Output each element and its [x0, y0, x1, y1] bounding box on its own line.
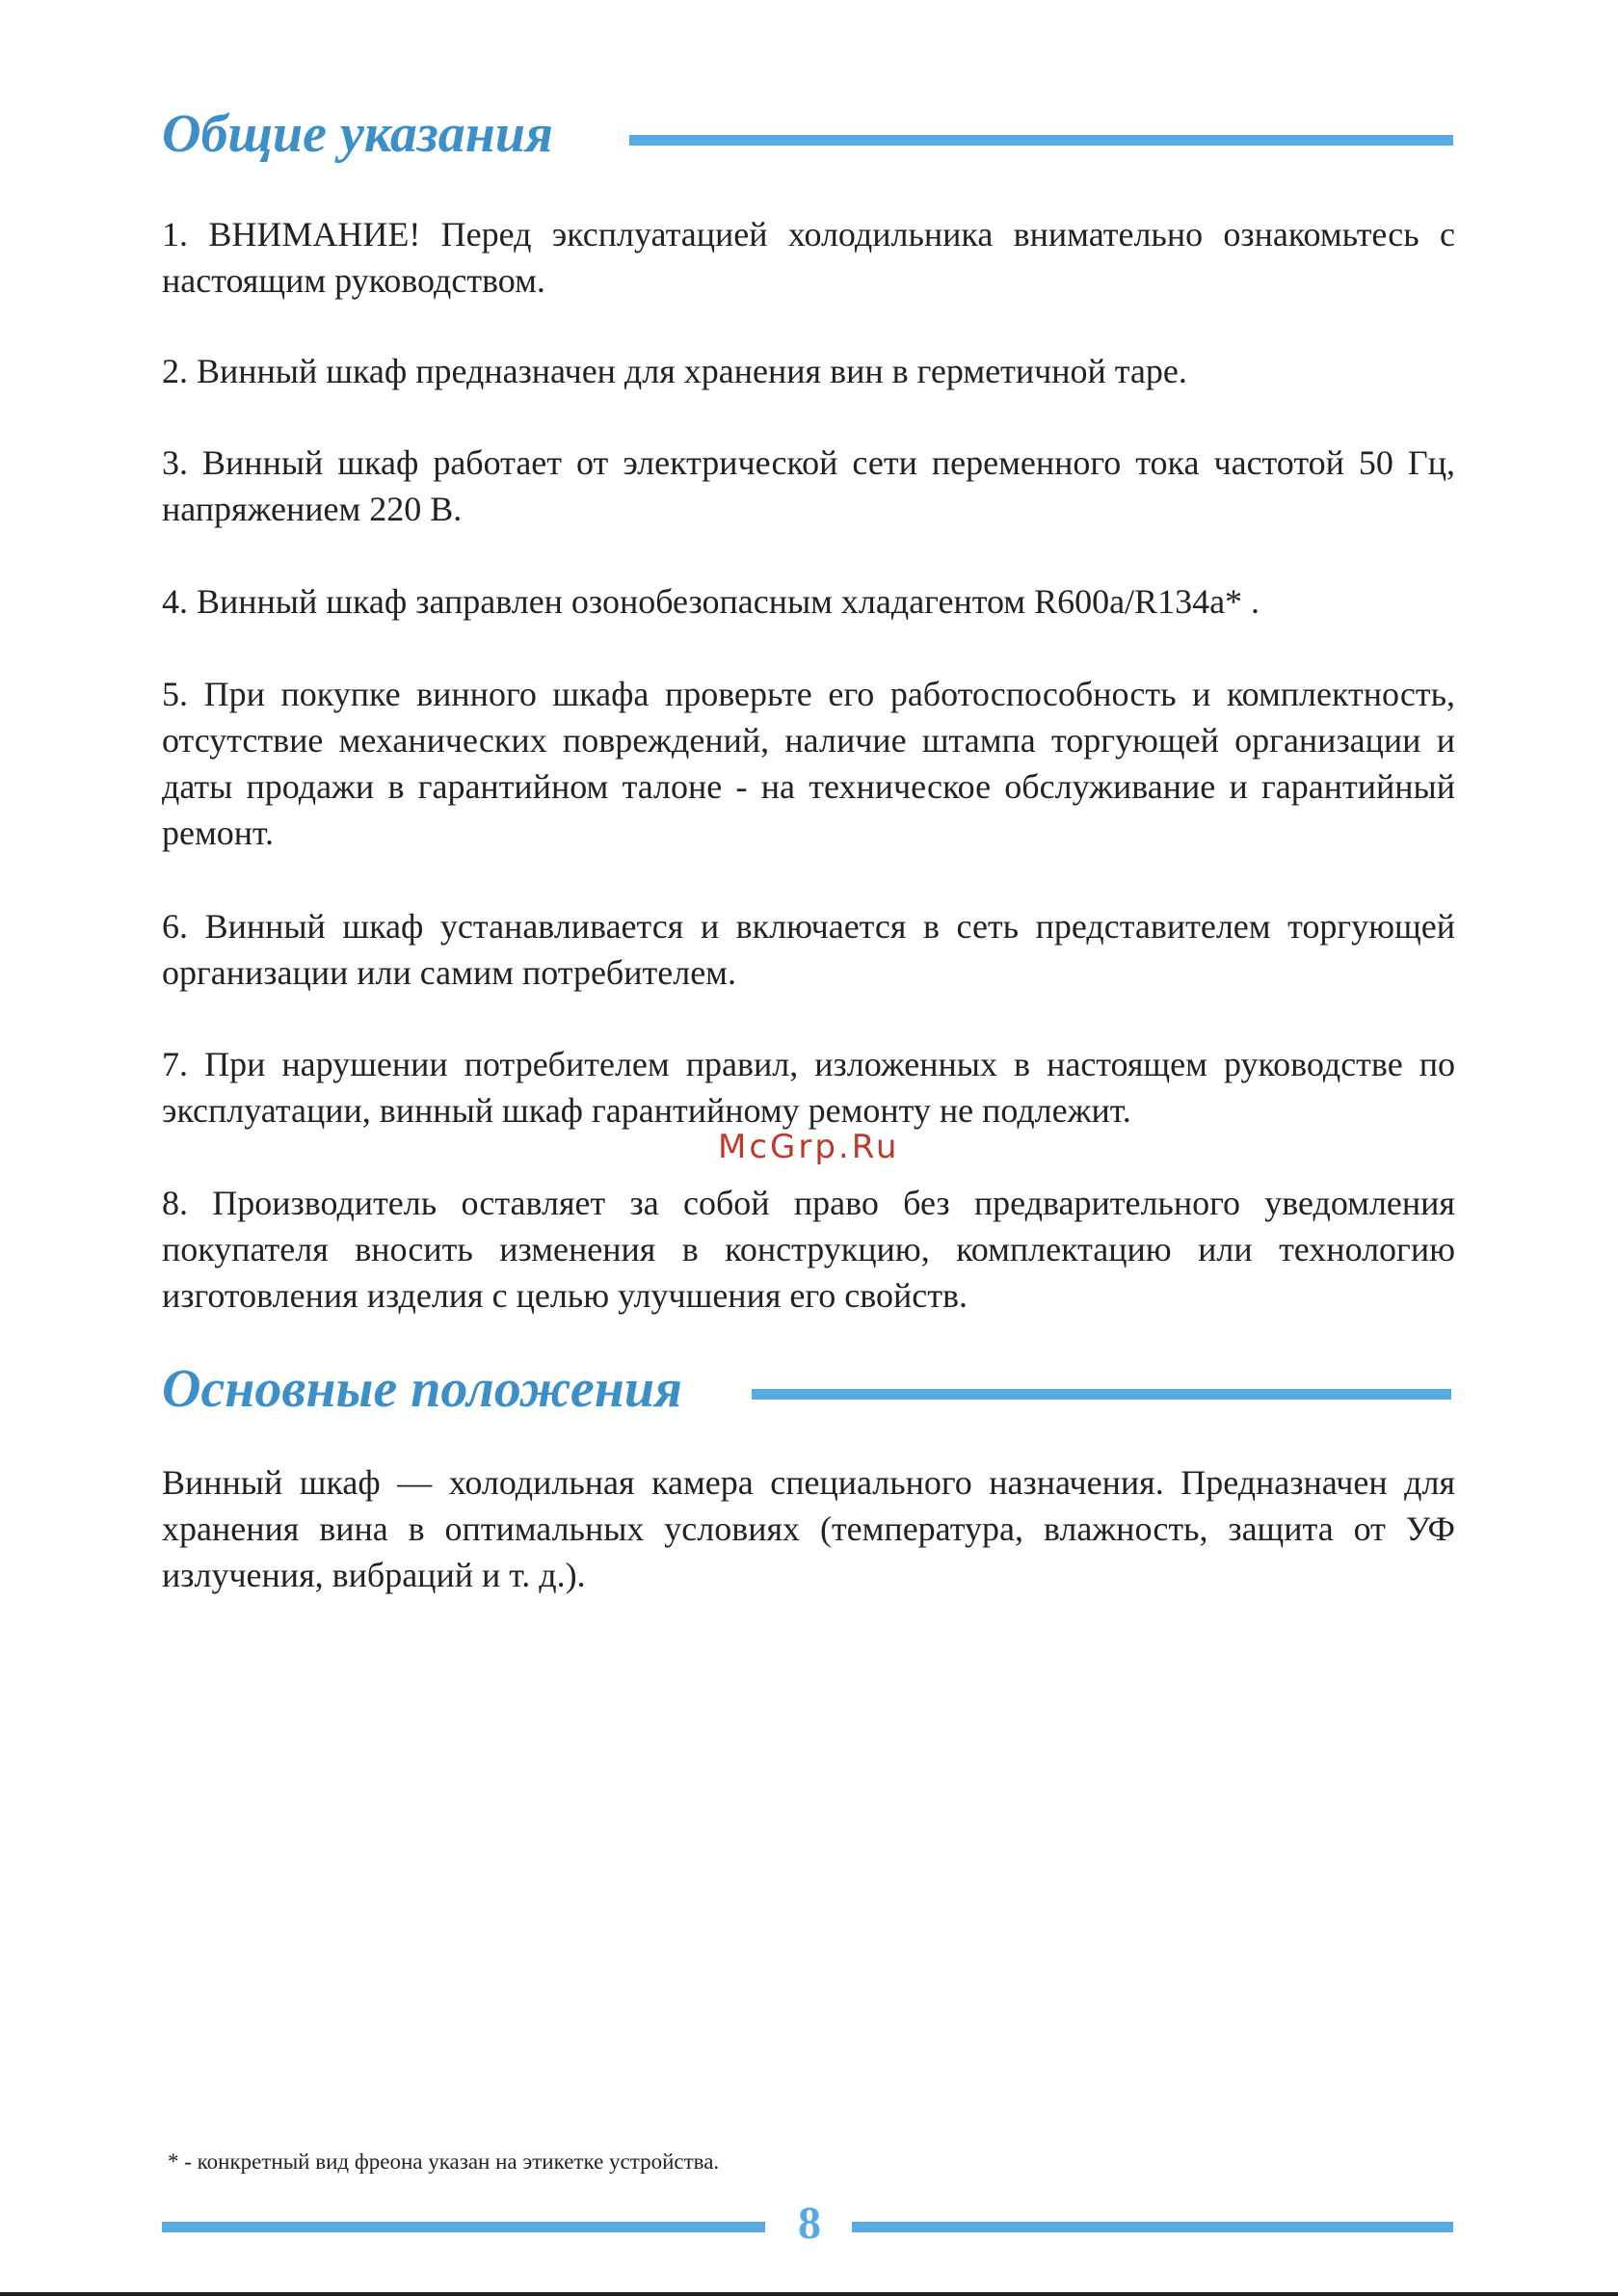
list-item: 1. ВНИМАНИЕ! Перед эксплуатацией холодильника внимательно ознакомьтесь с настоящим руководством.	[162, 215, 1455, 300]
page-bottom-border	[0, 2292, 1618, 2296]
footer-rule-right	[852, 2222, 1453, 2232]
footer-rule-left	[162, 2222, 765, 2232]
list-item: 3. Винный шкаф работает от электрической сети переменного тока частотой 50 Гц, напряжением 220 В.	[162, 443, 1455, 528]
heading-rule	[629, 135, 1453, 146]
list-item: 8. Производитель оставляет за собой право без предварительного уведомления покупателя вносить изменения в конструкцию, комплектацию или технологию изготовления изделия с целью улучшения его свойств.	[162, 1184, 1455, 1315]
list-item: 4. Винный шкаф заправлен озонобезопасным хладагентом R600a/R134a* .	[162, 582, 1260, 621]
section-heading-general: Общие указания	[162, 104, 553, 164]
watermark: McGrp.Ru	[718, 1128, 900, 1166]
list-item: 6. Винный шкаф устанавливается и включается в сеть представителем торгующей организации или самим потребителем.	[162, 907, 1455, 992]
list-item: 7. При нарушении потребителем правил, изложенных в настоящем руководстве по эксплуатации, винный шкаф гарантийному ремонту не подлежит.	[162, 1045, 1455, 1130]
list-item: 2. Винный шкаф предназначен для хранения вин в герметичной таре.	[162, 352, 1187, 390]
footnote: * - конкретный вид фреона указан на этикетке устройства.	[168, 2149, 720, 2174]
page-number: 8	[798, 2198, 821, 2249]
list-item: 5. При покупке винного шкафа проверьте его работоспособность и комплектность, отсутствие механических повреждений, наличие штампа торгующей организации и даты продажи в гарантийном талоне - на техническое обслуживание и гарантийный ремонт.	[162, 675, 1455, 852]
heading-rule	[752, 1389, 1451, 1400]
body-paragraph: Винный шкаф — холодильная камера специального назначения. Предназначен для хранения вина в оптимальных условиях (температура, влажность, защита от УФ излучения, вибраций и т. д.).	[162, 1463, 1455, 1594]
section-heading-basic: Основные положения	[162, 1359, 682, 1419]
